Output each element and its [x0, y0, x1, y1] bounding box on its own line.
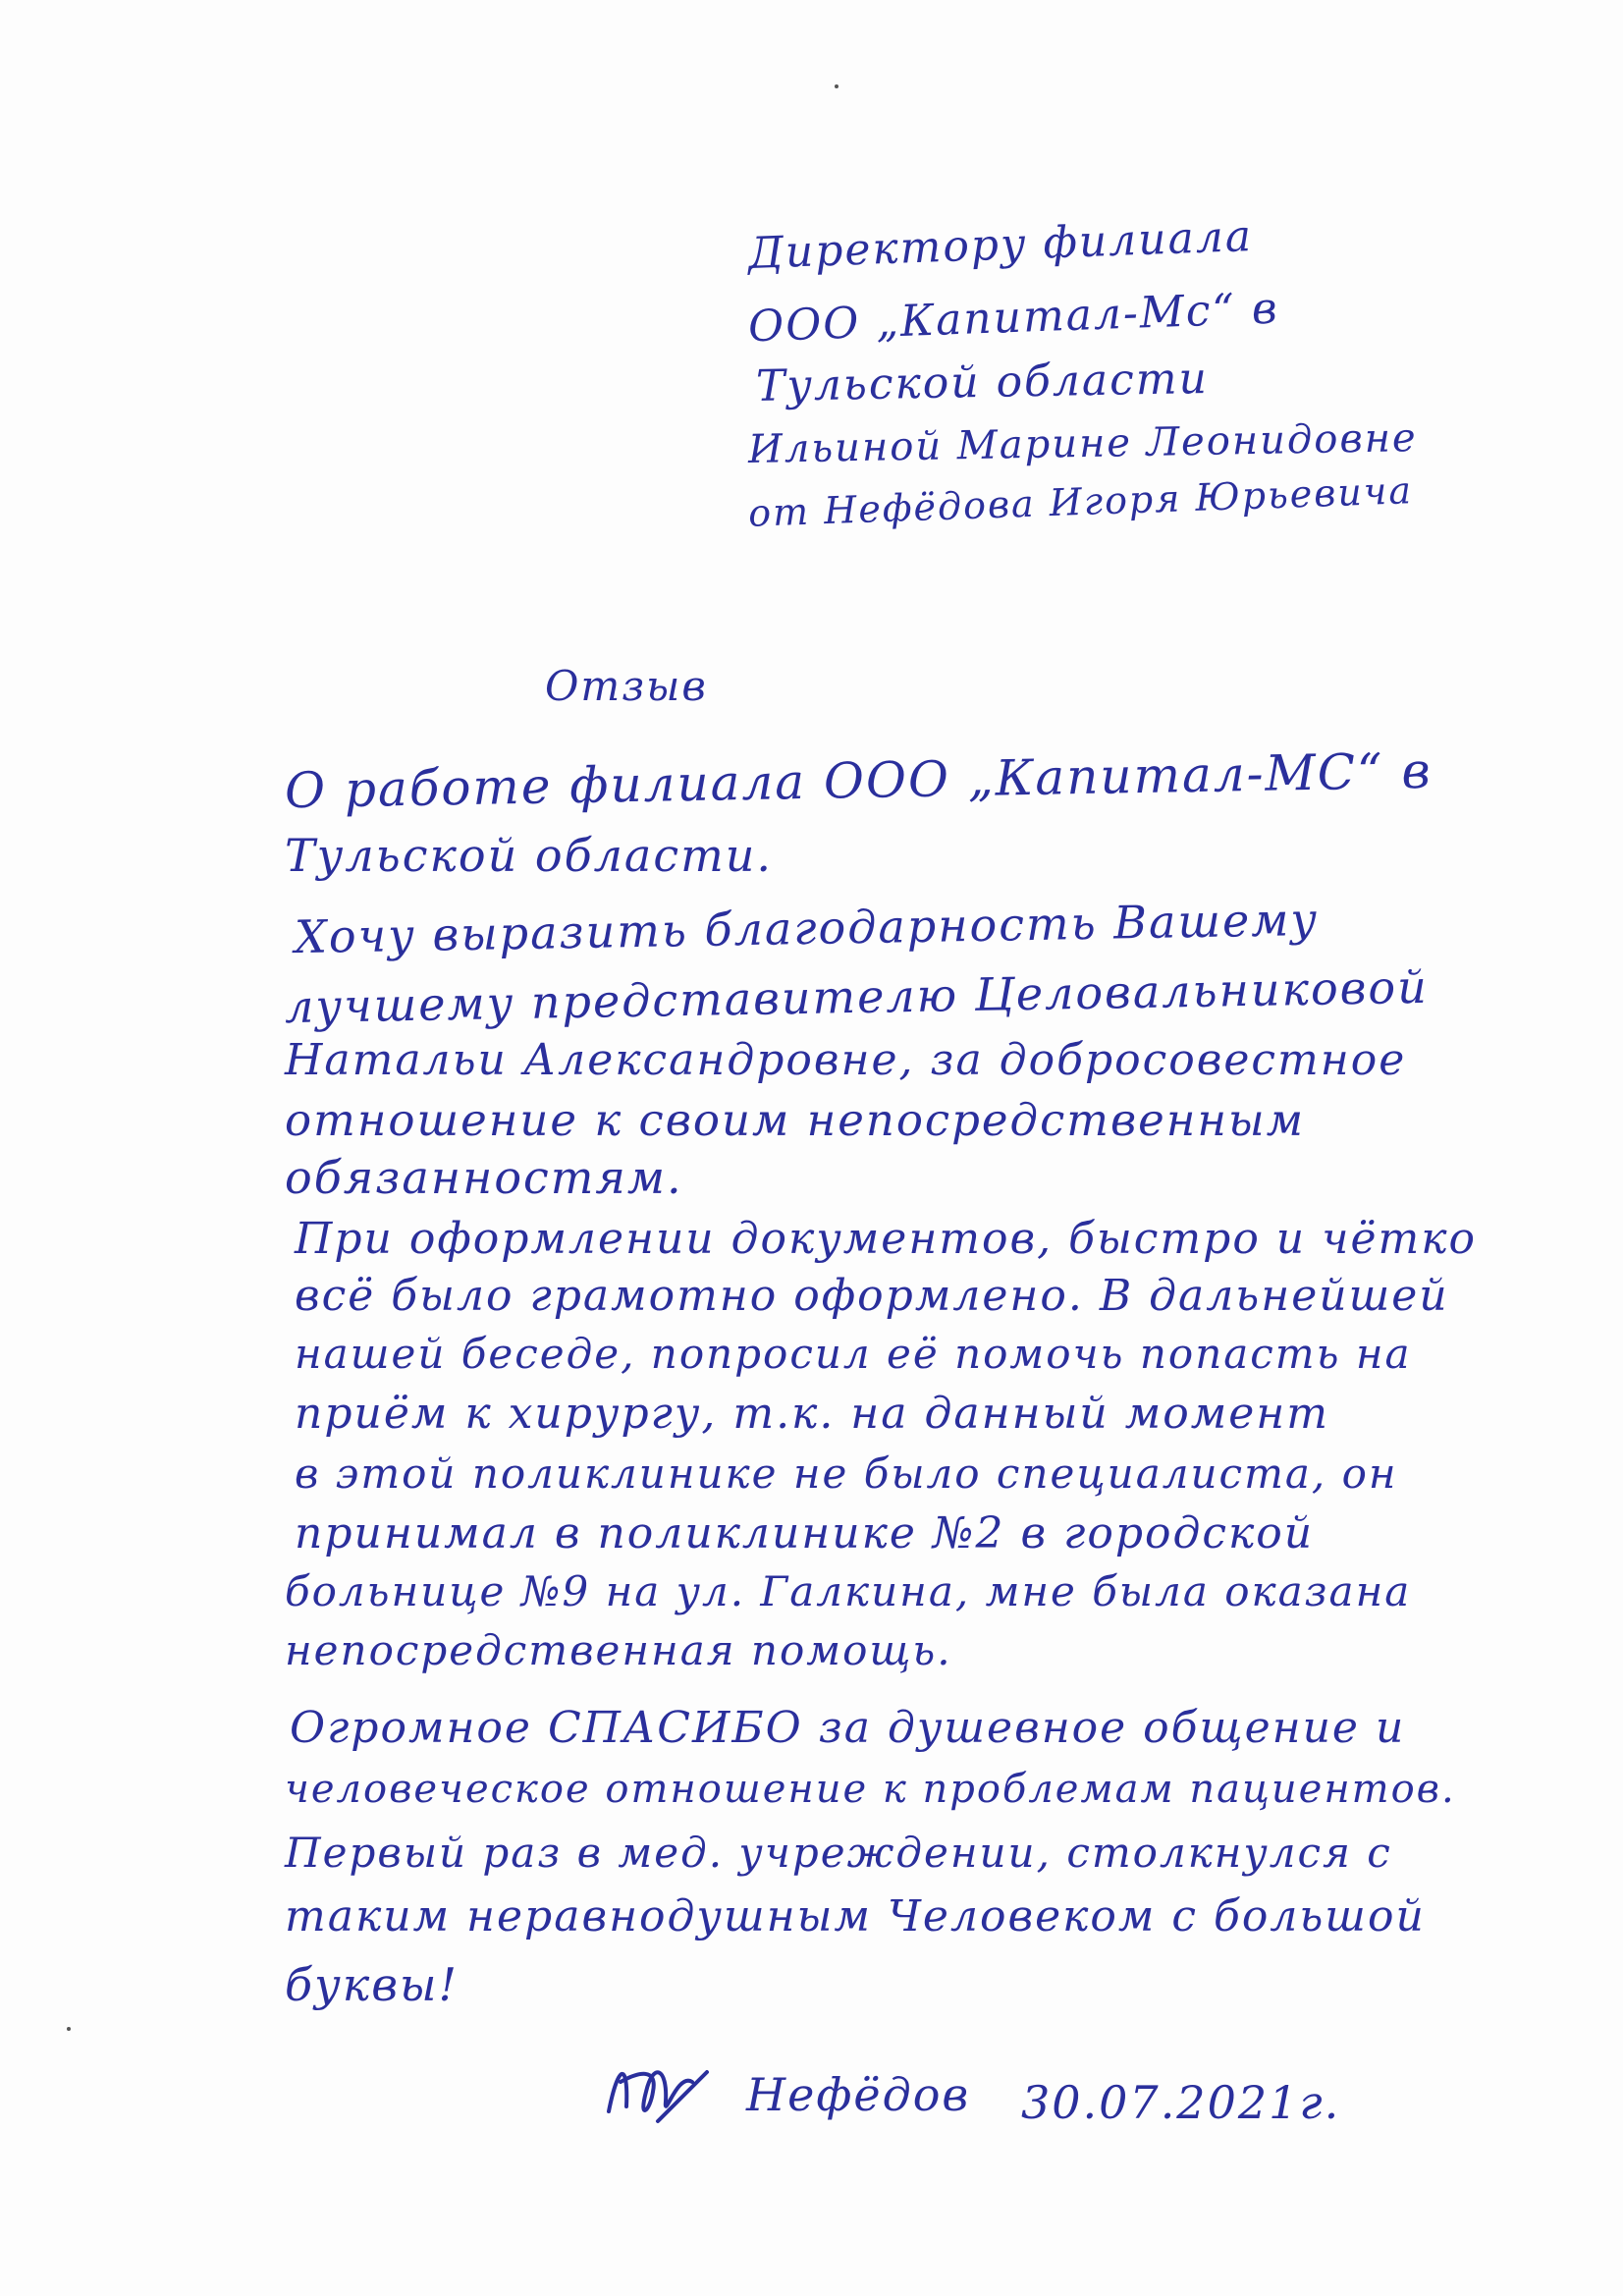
paragraph-line: Огромное СПАСИБО за душевное общение и: [290, 1703, 1406, 1753]
addressee-line: Ильиной Марине Леонидовне: [747, 415, 1419, 472]
paper-speck: [67, 2027, 71, 2031]
paragraph-line: непосредственная помощь.: [285, 1626, 952, 1674]
addressee-line: ООО „Капитал-Мс“ в: [747, 283, 1280, 353]
signer-name: Нефёдов: [746, 2068, 971, 2121]
paragraph-line: обязанностям.: [285, 1151, 683, 1204]
sign-date: 30.07.2021г.: [1021, 2076, 1341, 2129]
subject-line: О работе филиала ООО „Капитал-МС“ в: [284, 741, 1434, 820]
paragraph-line: Хочу выразить благодарность Вашему: [294, 892, 1320, 964]
paragraph-line: При оформлении документов, быстро и чётко: [295, 1214, 1478, 1264]
paragraph-line: человеческое отношение к проблемам пациентов.: [285, 1767, 1456, 1812]
paragraph-line: принимал в поликлинике №2 в городской: [295, 1508, 1315, 1558]
subject-line: Тульской области.: [285, 829, 773, 882]
paragraph-line: Первый раз в мед. учреждении, столкнулся с: [285, 1829, 1392, 1877]
paper-speck: [835, 84, 839, 88]
paragraph-line: буквы!: [285, 1958, 459, 2011]
document-title: Отзыв: [545, 662, 708, 710]
paragraph-line: отношение к своим непосредственным: [285, 1094, 1306, 1146]
addressee-line: Директору филиала: [747, 211, 1254, 279]
paragraph-line: Натальи Александровне, за добросовестное: [285, 1035, 1407, 1085]
paragraph-line: лучшему представителю Целовальниковой: [284, 959, 1430, 1034]
addressee-line: Тульской области: [755, 353, 1210, 412]
paragraph-line: нашей беседе, попросил её помочь попасть на: [295, 1330, 1412, 1378]
paragraph-line: таким неравнодушным Человеком с большой: [285, 1891, 1426, 1941]
paragraph-line: в этой поликлинике не было специалиста, он: [295, 1449, 1398, 1498]
handwritten-signature-icon: [599, 2052, 727, 2131]
paragraph-line: всё было грамотно оформлено. В дальнейшей: [295, 1271, 1449, 1321]
paragraph-line: больнице №9 на ул. Галкина, мне была оказана: [285, 1567, 1412, 1615]
paragraph-line: приём к хирургу, т.к. на данный момент: [295, 1389, 1329, 1439]
addressee-line: от Нефёдова Игоря Юрьевича: [747, 468, 1414, 535]
